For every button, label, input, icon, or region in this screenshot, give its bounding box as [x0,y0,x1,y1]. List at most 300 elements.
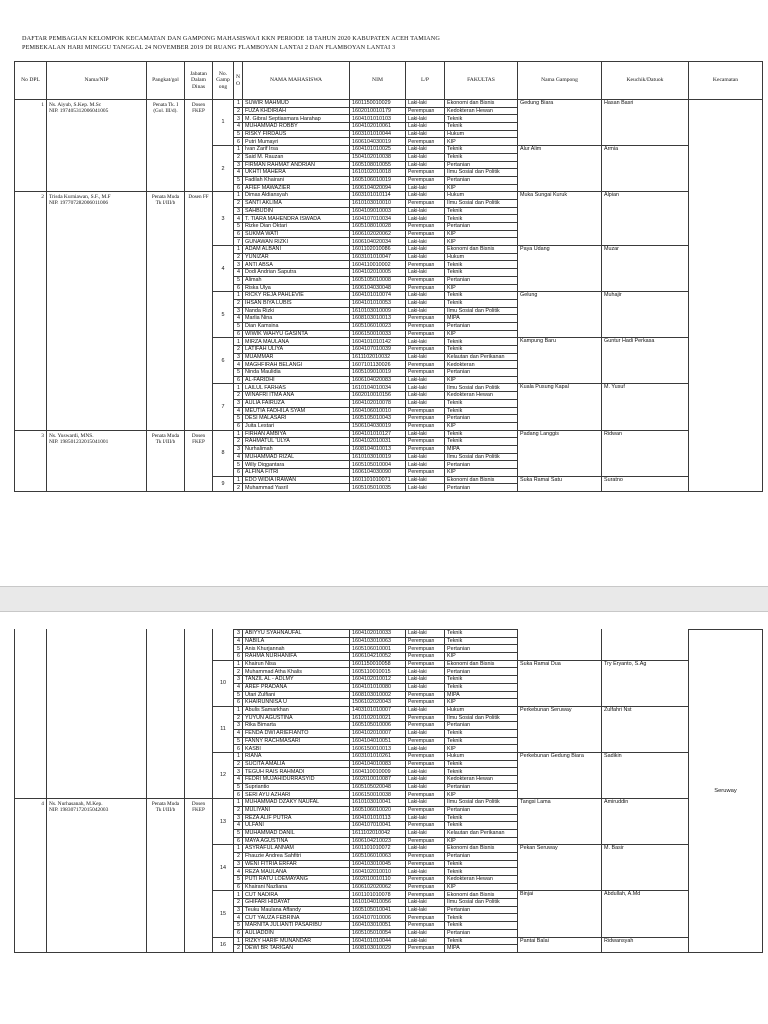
student-name: FIRMAN RAHMAT ANDRIAN [243,161,350,169]
student-faculty: Teknik [445,729,518,737]
student-faculty: Ilmu Sosial dan Politik [445,307,518,315]
student-nim: 1602010010110 [350,876,406,884]
student-name: ANTI ABSA [243,261,350,269]
student-gender: Laki-laki [406,146,445,154]
student-number: 6 [234,422,243,430]
student-faculty: Teknik [445,269,518,277]
student-nim: 1604107010039 [350,346,406,354]
student-gender: Laki-laki [406,845,445,853]
student-faculty: Pertanian [445,161,518,169]
table-row [15,192,763,200]
student-nim: 1604107010041 [350,822,406,830]
village-head: Alpian [602,192,689,246]
dpl-pangkat: Penata Muda Tk I/III/b [147,799,185,953]
student-number: 3 [234,307,243,315]
student-name: Fhauzie Andrea Sahfitri [243,852,350,860]
student-gender: Perempuan [406,438,445,446]
student-number: 3 [234,630,243,638]
student-gender: Laki-laki [406,292,445,300]
student-faculty: Teknik [445,914,518,922]
student-number: 1 [234,891,243,899]
student-faculty: Ilmu Sosial dan Politik [445,714,518,722]
dpl-cell [47,192,147,430]
student-gender: Perempuan [406,737,445,745]
student-gender: Laki-laki [406,768,445,776]
dpl-name: Trisda Kurniawan, S.F., M.F [49,194,111,201]
student-nim: 1601101010078 [350,891,406,899]
student-number: 4 [234,169,243,177]
document-title: DAFTAR PEMBAGIAN KELOMPOK KECAMATAN DAN GAMPONG MAHASISWA/I KKN PERIODE 18 TAHUN 2020 KABUPATEN ACEH TAMIANG [22,35,441,42]
gampong-number: 14 [213,845,234,891]
student-name: ULFANI [243,822,350,830]
student-nim: 1611102010042 [350,829,406,837]
student-number: 5 [234,829,243,837]
student-gender: Laki-laki [406,814,445,822]
student-gender: Laki-laki [406,100,445,108]
student-gender: Laki-laki [406,115,445,123]
student-faculty: Pertanian [445,276,518,284]
student-gender: Perempuan [406,945,445,953]
student-faculty: Ekonomi dan Bisnis [445,891,518,899]
student-number: 2 [234,153,243,161]
student-nim: 1608103010002 [350,691,406,699]
student-name: KASBI [243,745,350,753]
gampong-number [213,630,234,661]
gampong-number: 6 [213,338,234,384]
student-faculty: Teknik [445,292,518,300]
student-faculty: Teknik [445,438,518,446]
student-gender: Laki-laki [406,253,445,261]
student-number: 2 [234,392,243,400]
student-faculty: Teknik [445,937,518,945]
student-name: SUCITA AMALIA [243,760,350,768]
student-number: 6 [234,929,243,937]
student-nim: 1606104030090 [350,469,406,477]
column-header: NAMA MAHASISWA [243,62,350,100]
student-faculty: Teknik [445,737,518,745]
student-faculty: Ilmu Sosial dan Politik [445,799,518,807]
student-gender: Laki-laki [406,384,445,392]
student-gender: Perempuan [406,361,445,369]
student-name: LATIFAH ULIYA [243,346,350,354]
student-name: GUNAWAN RIZKI [243,238,350,246]
student-nim: 1604101010127 [350,430,406,438]
village-name: Padang Langgis [518,430,602,476]
student-number: 3 [234,115,243,123]
student-gender: Perempuan [406,883,445,891]
student-faculty: Hukum [445,130,518,138]
student-number: 3 [234,161,243,169]
student-nim: 1606102020062 [350,230,406,238]
village-name: Perkebunan Gedung Biara [518,753,602,799]
student-name: AFIEF MAWAZIER [243,184,350,192]
student-faculty: Ekonomi dan Bisnis [445,845,518,853]
student-name: FANNY RACHMASARI [243,737,350,745]
student-gender: Laki-laki [406,130,445,138]
student-nim: 1605109010019 [350,369,406,377]
student-name: Nurhalimah [243,445,350,453]
student-gender: Laki-laki [406,353,445,361]
student-name: MUHAMMAD RIZAL [243,453,350,461]
student-faculty: Pertanian [445,484,518,492]
student-number: 3 [234,768,243,776]
student-faculty: Teknik [445,637,518,645]
student-name: RICKY REJA PAHLEVIE [243,292,350,300]
dpl-cell [47,430,147,492]
student-faculty: Ilmu Sosial dan Politik [445,899,518,907]
assignment-table [14,61,763,492]
student-number: 6 [234,837,243,845]
student-faculty: Teknik [445,922,518,930]
student-gender: Laki-laki [406,430,445,438]
student-gender: Perempuan [406,284,445,292]
student-gender: Perempuan [406,753,445,761]
student-number: 4 [234,637,243,645]
student-nim: 1604103010045 [350,860,406,868]
student-nim: 1604101010053 [350,299,406,307]
student-number: 2 [234,945,243,953]
student-faculty: Teknik [445,207,518,215]
column-header: FAKULTAS [445,62,518,100]
student-nim: 1605105020048 [350,783,406,791]
dpl-nip: NIP. 197707282006011006 [49,200,109,207]
student-gender: Laki-laki [406,207,445,215]
dpl-number: 2 [15,192,47,430]
student-name: Nanda Rizki [243,307,350,315]
student-name: CUT YAUZA FEBRINA [243,914,350,922]
student-nim: 1606150010033 [350,330,406,338]
gampong-number: 9 [213,476,234,491]
student-name: REZA MAULANA [243,868,350,876]
student-nim: 1605105010008 [350,276,406,284]
table-row [15,100,763,108]
student-number: 4 [234,914,243,922]
column-header: Pangkat/gol [147,62,185,100]
student-gender: Laki-laki [406,453,445,461]
student-faculty: KIP [445,230,518,238]
student-gender: Laki-laki [406,461,445,469]
student-name: RIZKY HARIF MUNANDAR [243,937,350,945]
student-name: Dian Kamsina [243,322,350,330]
student-faculty: Teknik [445,346,518,354]
dpl-jabatan: Dosen FKEP [185,430,213,492]
student-number: 2 [234,346,243,354]
village-head [602,630,689,661]
dpl-pangkat [147,630,185,799]
table-row [15,430,763,438]
student-faculty: Teknik [445,430,518,438]
student-faculty: Pertanian [445,645,518,653]
student-name: Anis Khurjannah [243,645,350,653]
student-number: 4 [234,729,243,737]
student-name: RIANA [243,753,350,761]
student-faculty: Teknik [445,299,518,307]
student-number: 3 [234,353,243,361]
student-number: 2 [234,806,243,814]
student-number: 2 [234,760,243,768]
student-name: Marlia Nina [243,315,350,323]
dpl-nip: NIP. 198307172015042003 [49,807,109,814]
student-name: SERI AYU AZHARI [243,791,350,799]
student-faculty: MIPA [445,315,518,323]
student-faculty: Kedokteran Hewan [445,392,518,400]
student-gender: Laki-laki [406,399,445,407]
student-nim: 1604102010007 [350,729,406,737]
student-number: 2 [234,668,243,676]
dpl-cell [47,799,147,953]
student-name: Willy Diqgantara [243,461,350,469]
dpl-cell [47,100,147,192]
student-number: 5 [234,223,243,231]
student-gender: Perempuan [406,261,445,269]
student-gender: Perempuan [406,637,445,645]
student-name: SUKMA WATI [243,230,350,238]
student-number: 2 [234,299,243,307]
student-name: MUAMMAR [243,353,350,361]
student-name: MUHAMMAD ROBBY [243,123,350,131]
student-number: 4 [234,123,243,131]
student-nim: 1610103010041 [350,799,406,807]
student-gender: Perempuan [406,653,445,661]
dpl-number: 1 [15,100,47,192]
student-nim: 1604103010051 [350,922,406,930]
student-nim: 1602010010087 [350,776,406,784]
student-name: Dimas Aldiansyah [243,192,350,200]
student-number: 5 [234,645,243,653]
student-name: AL-FARIDHI [243,376,350,384]
student-name: Rizke Dian Oktari [243,223,350,231]
dpl-jabatan: Dosen FF [185,192,213,430]
student-gender: Perempuan [406,415,445,423]
student-gender: Perempuan [406,346,445,354]
column-header: Keuchik/Datuok [602,62,689,100]
student-name: ADAM ALBANI [243,246,350,254]
student-name: Utari Zulfiani [243,691,350,699]
student-nim: 1604110010002 [350,261,406,269]
student-name: NABILA [243,637,350,645]
student-gender: Laki-laki [406,668,445,676]
student-gender: Perempuan [406,223,445,231]
student-faculty: Pertanian [445,461,518,469]
dpl-jabatan [185,630,213,799]
student-name: MULIYANI [243,806,350,814]
student-nim: 1506102020043 [350,699,406,707]
student-faculty: Teknik [445,215,518,223]
student-nim: 1610103010009 [350,307,406,315]
student-gender: Perempuan [406,422,445,430]
student-faculty: Ilmu Sosial dan Politik [445,453,518,461]
student-gender: Perempuan [406,469,445,477]
student-faculty: Hukum [445,753,518,761]
student-name: Muhammad Atha Khalis [243,668,350,676]
student-nim: 1608103010013 [350,315,406,323]
student-faculty: Ekonomi dan Bisnis [445,100,518,108]
student-gender: Laki-laki [406,215,445,223]
village-head: Muzar [602,246,689,292]
student-nim: 1605106010023 [350,322,406,330]
student-nim: 1604104010051 [350,737,406,745]
gampong-number: 2 [213,146,234,192]
column-header: Nama Gampong [518,62,602,100]
student-gender: Perempuan [406,876,445,884]
student-gender: Laki-laki [406,676,445,684]
student-gender: Laki-laki [406,246,445,254]
student-name: Abulis Samarkhan [243,706,350,714]
student-faculty: Ekonomi dan Bisnis [445,246,518,254]
student-nim: 1604101010025 [350,146,406,154]
student-name: Ivan Zarif Irsa [243,146,350,154]
student-name: RAHMATUL 'ULYA [243,438,350,446]
student-name: EDO WIDIA IRAWAN [243,476,350,484]
student-gender: Laki-laki [406,829,445,837]
student-nim: 1605105010035 [350,484,406,492]
student-gender: Laki-laki [406,476,445,484]
student-name: Dodi Andrian Saputra [243,269,350,277]
dpl-number: 3 [15,430,47,492]
student-nim: 1604102010061 [350,123,406,131]
gampong-number: 16 [213,937,234,952]
student-number: 3 [234,814,243,822]
dpl-name: Ns. Aiyub, S.Kep. M.Sc [49,102,102,108]
student-number: 4 [234,269,243,277]
student-nim: 1610102010021 [350,714,406,722]
student-nim: 1610104010056 [350,899,406,907]
student-faculty: Pertanian [445,722,518,730]
student-gender: Laki-laki [406,630,445,638]
student-name: AULIA FAIRUZA [243,399,350,407]
student-gender: Perempuan [406,660,445,668]
student-faculty: KIP [445,699,518,707]
student-faculty: Hukum [445,192,518,200]
student-number: 6 [234,791,243,799]
student-nim: 1605106010019 [350,176,406,184]
student-number: 5 [234,876,243,884]
student-gender: Laki-laki [406,192,445,200]
column-header: No. Gamp ong [213,62,234,100]
student-name: DEWI BR TARIGAN [243,945,350,953]
student-gender: Laki-laki [406,184,445,192]
student-faculty: Teknik [445,676,518,684]
student-name: FUZA KHDIRIAH [243,107,350,115]
student-faculty: KIP [445,469,518,477]
student-gender: Perempuan [406,837,445,845]
student-nim: 1604102010033 [350,630,406,638]
student-faculty: Pertanian [445,369,518,377]
student-number: 3 [234,261,243,269]
student-nim: 1606104020083 [350,376,406,384]
student-name: SAHBUDIN [243,207,350,215]
student-gender: Perempuan [406,791,445,799]
student-number: 5 [234,415,243,423]
student-number: 4 [234,407,243,415]
student-number: 4 [234,822,243,830]
student-nim: 1604102010010 [350,868,406,876]
gampong-number: 1 [213,100,234,146]
student-nim: 1605105010054 [350,929,406,937]
village-head: M. Yusuf [602,384,689,430]
student-faculty: Teknik [445,115,518,123]
student-gender: Perempuan [406,107,445,115]
student-faculty: KIP [445,284,518,292]
student-gender: Perempuan [406,322,445,330]
student-name: MARNITA JULIANTI PASARIBU [243,922,350,930]
student-name: Riska Ulya [243,284,350,292]
student-name: FENDA DWI ARIEFIANTO [243,729,350,737]
student-number: 2 [234,438,243,446]
student-nim: 1605105010004 [350,461,406,469]
student-nim: 1605108010055 [350,161,406,169]
student-faculty: Pertanian [445,783,518,791]
student-gender: Laki-laki [406,683,445,691]
student-nim: 1606104210023 [350,837,406,845]
student-nim: 1506104030019 [350,422,406,430]
student-faculty: MIPA [445,445,518,453]
student-gender: Perempuan [406,822,445,830]
student-gender: Perempuan [406,760,445,768]
table-row [15,799,763,807]
student-nim: 1610104010034 [350,384,406,392]
gampong-number: 3 [213,192,234,246]
student-number: 5 [234,322,243,330]
student-faculty: MIPA [445,945,518,953]
student-gender: Perempuan [406,199,445,207]
student-faculty: Pertanian [445,906,518,914]
student-faculty: KIP [445,138,518,146]
student-name: Khairun Nisa [243,660,350,668]
gampong-number: 11 [213,706,234,752]
student-gender: Laki-laki [406,299,445,307]
column-header: No DPL [15,62,47,100]
student-nim: 1604102010031 [350,438,406,446]
student-nim: 1601150010029 [350,100,406,108]
student-faculty: Teknik [445,123,518,131]
column-header: Kecamatan [689,62,763,100]
student-name: Rika Bimarta [243,722,350,730]
student-nim: 1604107010006 [350,914,406,922]
student-nim: 1602010010179 [350,107,406,115]
student-gender: Laki-laki [406,729,445,737]
village-head: Muhajir [602,292,689,338]
student-gender: Laki-laki [406,269,445,277]
column-header: L/P [406,62,445,100]
student-faculty: Teknik [445,860,518,868]
student-name: KHAIRUNNISA U [243,699,350,707]
student-name: CUT NADIRA [243,891,350,899]
student-nim: 1604102010078 [350,399,406,407]
student-nim: 1606150010013 [350,745,406,753]
student-gender: Laki-laki [406,868,445,876]
student-nim: 1610103010010 [350,199,406,207]
student-number: 1 [234,338,243,346]
student-number: 6 [234,883,243,891]
column-header: Jabatan Dalam Dinas [185,62,213,100]
student-number: 6 [234,138,243,146]
village-head: Amiruddin [602,799,689,845]
student-number: 1 [234,799,243,807]
student-gender: Perempuan [406,315,445,323]
student-number: 4 [234,683,243,691]
dpl-pangkat: Penata Muda Tk I/III/b [147,430,185,492]
student-name: Supriantio [243,783,350,791]
dpl-name: Ns. Yuswardi, MNS. [49,432,94,439]
student-name: Juita Lestari [243,422,350,430]
student-nim: 1608103010029 [350,945,406,953]
student-name: Khairani Nazliana [243,883,350,891]
gampong-number: 4 [213,246,234,292]
student-faculty: Kedokteran Hewan [445,776,518,784]
village-head: Hasan Basri [602,100,689,146]
student-faculty: Ilmu Sosial dan Politik [445,169,518,177]
